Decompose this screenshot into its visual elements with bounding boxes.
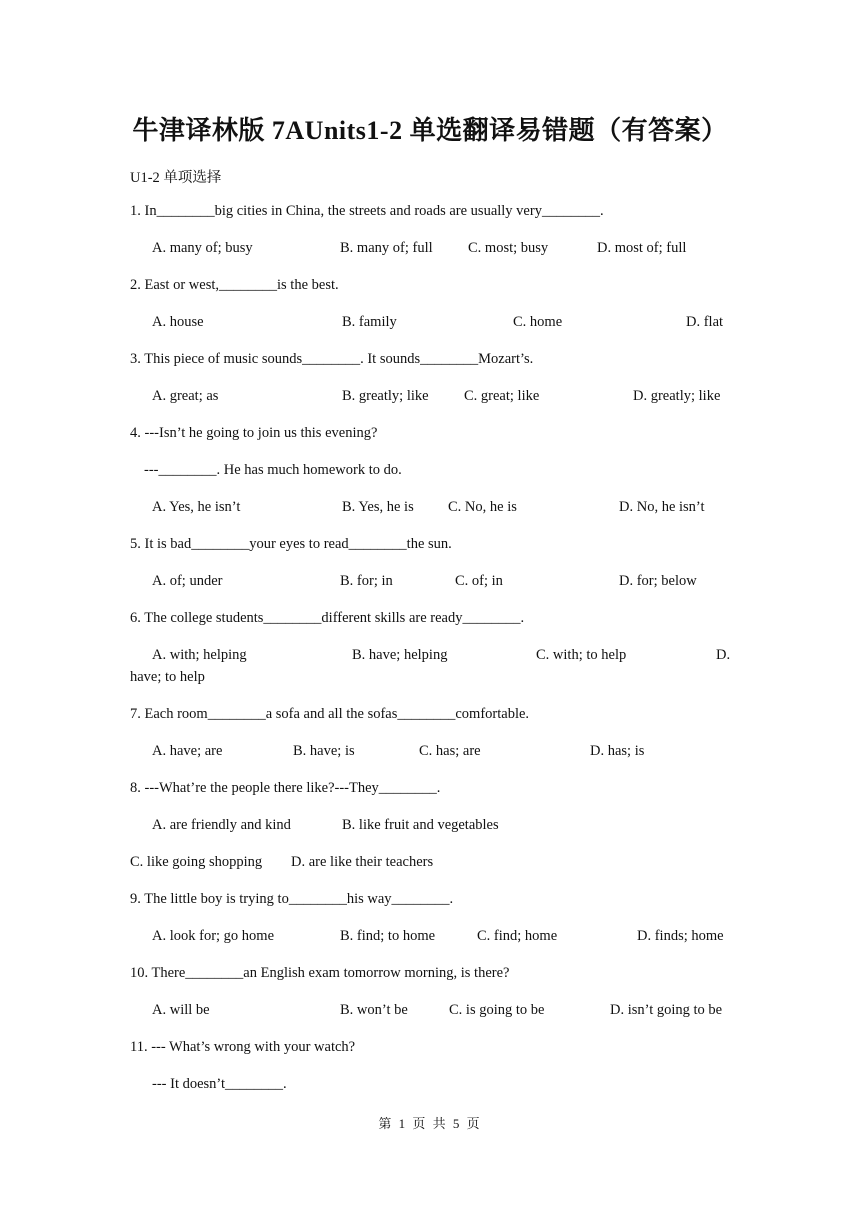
q4-option-d: D. No, he isn’t <box>619 499 705 515</box>
q2-option-a: A. house <box>152 314 204 330</box>
question-11-response: --- It doesn’t________. <box>152 1076 287 1092</box>
q9-option-b: B. find; to home <box>340 928 436 944</box>
q8-option-c: C. like going shopping <box>130 854 263 870</box>
q10-option-d: D. isn’t going to be <box>610 1002 723 1018</box>
q5-option-a: A. of; under <box>152 573 223 589</box>
q7-option-c: C. has; are <box>419 743 481 759</box>
question-4: 4. ---Isn’t he going to join us this evening? <box>130 425 378 441</box>
question-1: 1. In________big cities in China, the streets and roads are usually very________. <box>130 203 604 219</box>
question-8: 8. ---What’re the people there like?---They________. <box>130 780 441 796</box>
question-4-response: ---________. He has much homework to do. <box>144 462 402 478</box>
q8-option-b: B. like fruit and vegetables <box>342 817 499 833</box>
page-footer: 第 1 页 共 5 页 <box>378 1116 482 1131</box>
q7-option-b: B. have; is <box>293 743 355 759</box>
q3-option-d: D. greatly; like <box>633 388 721 404</box>
q10-option-c: C. is going to be <box>449 1002 545 1018</box>
q9-option-c: C. find; home <box>477 928 558 944</box>
q5-option-d: D. for; below <box>619 573 697 589</box>
q3-option-c: C. great; like <box>464 388 540 404</box>
q6-option-d-wrap: have; to help <box>130 669 205 685</box>
q5-option-c: C. of; in <box>455 573 503 589</box>
q1-option-b: B. many of; full <box>340 240 433 256</box>
q4-option-c: C. No, he is <box>448 499 517 515</box>
section-heading: U1-2 单项选择 <box>130 170 222 186</box>
q6-option-a: A. with; helping <box>152 647 247 663</box>
q9-option-a: A. look for; go home <box>152 928 275 944</box>
q3-option-b: B. greatly; like <box>342 388 429 404</box>
q8-option-a: A. are friendly and kind <box>152 817 291 833</box>
q1-option-d: D. most of; full <box>597 240 687 256</box>
q4-option-b: B. Yes, he is <box>342 499 414 515</box>
q6-option-d: D. <box>716 647 731 663</box>
question-11: 11. --- What’s wrong with your watch? <box>130 1039 356 1055</box>
question-9: 9. The little boy is trying to________his way________. <box>130 891 454 907</box>
q10-option-b: B. won’t be <box>340 1002 408 1018</box>
q1-option-c: C. most; busy <box>468 240 549 256</box>
question-7: 7. Each room________a sofa and all the sofas________comfortable. <box>130 706 530 722</box>
q5-option-b: B. for; in <box>340 573 393 589</box>
q1-option-a: A. many of; busy <box>152 240 253 256</box>
q3-option-a: A. great; as <box>152 388 219 404</box>
page-title: 牛津译林版 7AUnits1-2 单选翻译易错题（有答案） <box>132 116 728 145</box>
question-6: 6. The college students________different skills are ready________. <box>130 610 525 626</box>
question-2: 2. East or west,________is the best. <box>130 277 339 293</box>
question-5: 5. It is bad________your eyes to read________the sun. <box>130 536 452 552</box>
question-3: 3. This piece of music sounds________. It sounds________Mozart’s. <box>130 351 534 367</box>
q10-option-a: A. will be <box>152 1002 210 1018</box>
q6-option-c: C. with; to help <box>536 647 627 663</box>
q2-option-b: B. family <box>342 314 397 330</box>
q7-option-a: A. have; are <box>152 743 223 759</box>
q2-option-c: C. home <box>513 314 563 330</box>
q8-option-d: D. are like their teachers <box>291 854 434 870</box>
q6-option-b: B. have; helping <box>352 647 448 663</box>
q2-option-d: D. flat <box>686 314 724 330</box>
q4-option-a: A. Yes, he isn’t <box>152 499 241 515</box>
q7-option-d: D. has; is <box>590 743 645 759</box>
q9-option-d: D. finds; home <box>637 928 724 944</box>
question-10: 10. There________an English exam tomorrow morning, is there? <box>130 965 510 981</box>
